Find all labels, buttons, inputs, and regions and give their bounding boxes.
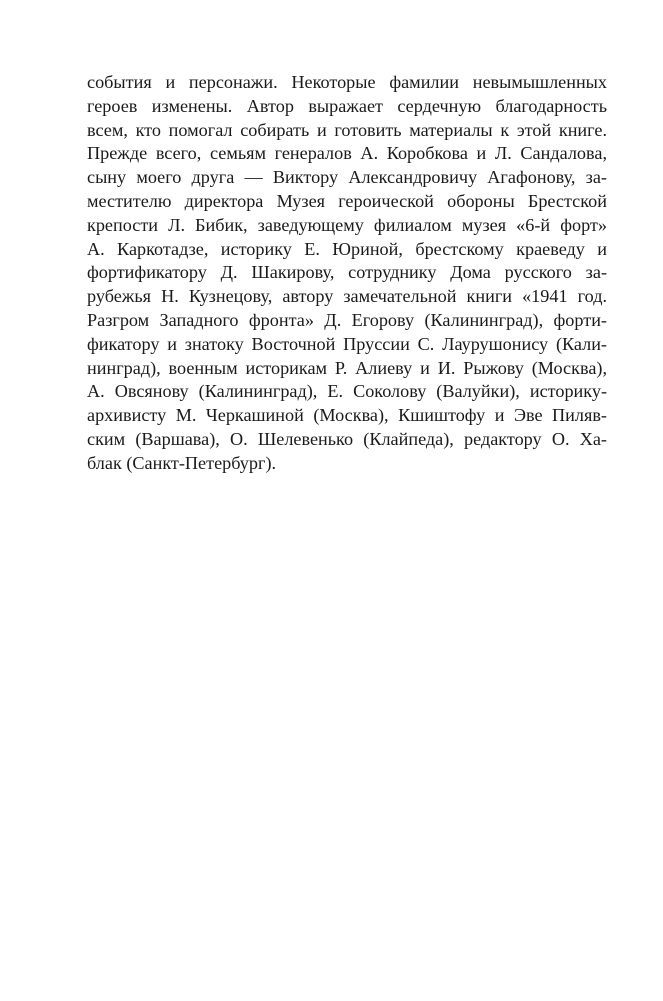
text-line-1: события и персонажи. Некоторые фамилии невымышленных xyxy=(87,72,607,92)
text-line-14: А. Овсянову (Калининград), Е. Соколову (Валуйки), историку- xyxy=(87,381,607,402)
text-line-5: сыну моего друга — Виктору Александровичу Агафонову, за- xyxy=(87,167,607,188)
text-line-9: фортификатору Д. Шакирову, сотруднику Дома русского за- xyxy=(87,262,607,283)
text-line-17: блак (Санкт-Петербург). xyxy=(87,452,277,473)
text-line-6: местителю директора Музея героической обороны Брестской xyxy=(87,190,607,211)
text-line-16: ским (Варшава), О. Шелевенько (Клайпеда), редактору О. Ха- xyxy=(87,428,607,449)
text-line-2: героев изменены. Автор выражает сердечную благодарность xyxy=(87,95,607,116)
text-line-3: всем, кто помогал собирать и готовить материалы к этой книге. xyxy=(87,119,607,140)
text-line-11: Разгром Западного фронта» Д. Егорову (Калининград), форти- xyxy=(87,309,607,330)
text-line-13: нинград), военным историкам Р. Алиеву и И. Рыжову (Москва), xyxy=(87,357,607,378)
text-line-15: архивисту М. Черкашиной (Москва), Кшиштофу и Эве Пиляв- xyxy=(87,405,607,426)
text-line-12: фикатору и знатоку Восточной Пруссии С. Лаурушонису (Кали- xyxy=(87,333,607,354)
text-line-10: рубежья Н. Кузнецову, автору замечательной книги «1941 год. xyxy=(87,286,607,307)
text-line-8: А. Каркотадзе, историку Е. Юриной, брестскому краеведу и xyxy=(87,238,607,259)
body-text-paragraph xyxy=(87,71,607,476)
text-line-4: Прежде всего, семьям генералов А. Коробкова и Л. Сандалова, xyxy=(87,143,607,164)
text-line-7: крепости Л. Бибик, заведующему филиалом музея «6-й форт» xyxy=(87,214,607,235)
